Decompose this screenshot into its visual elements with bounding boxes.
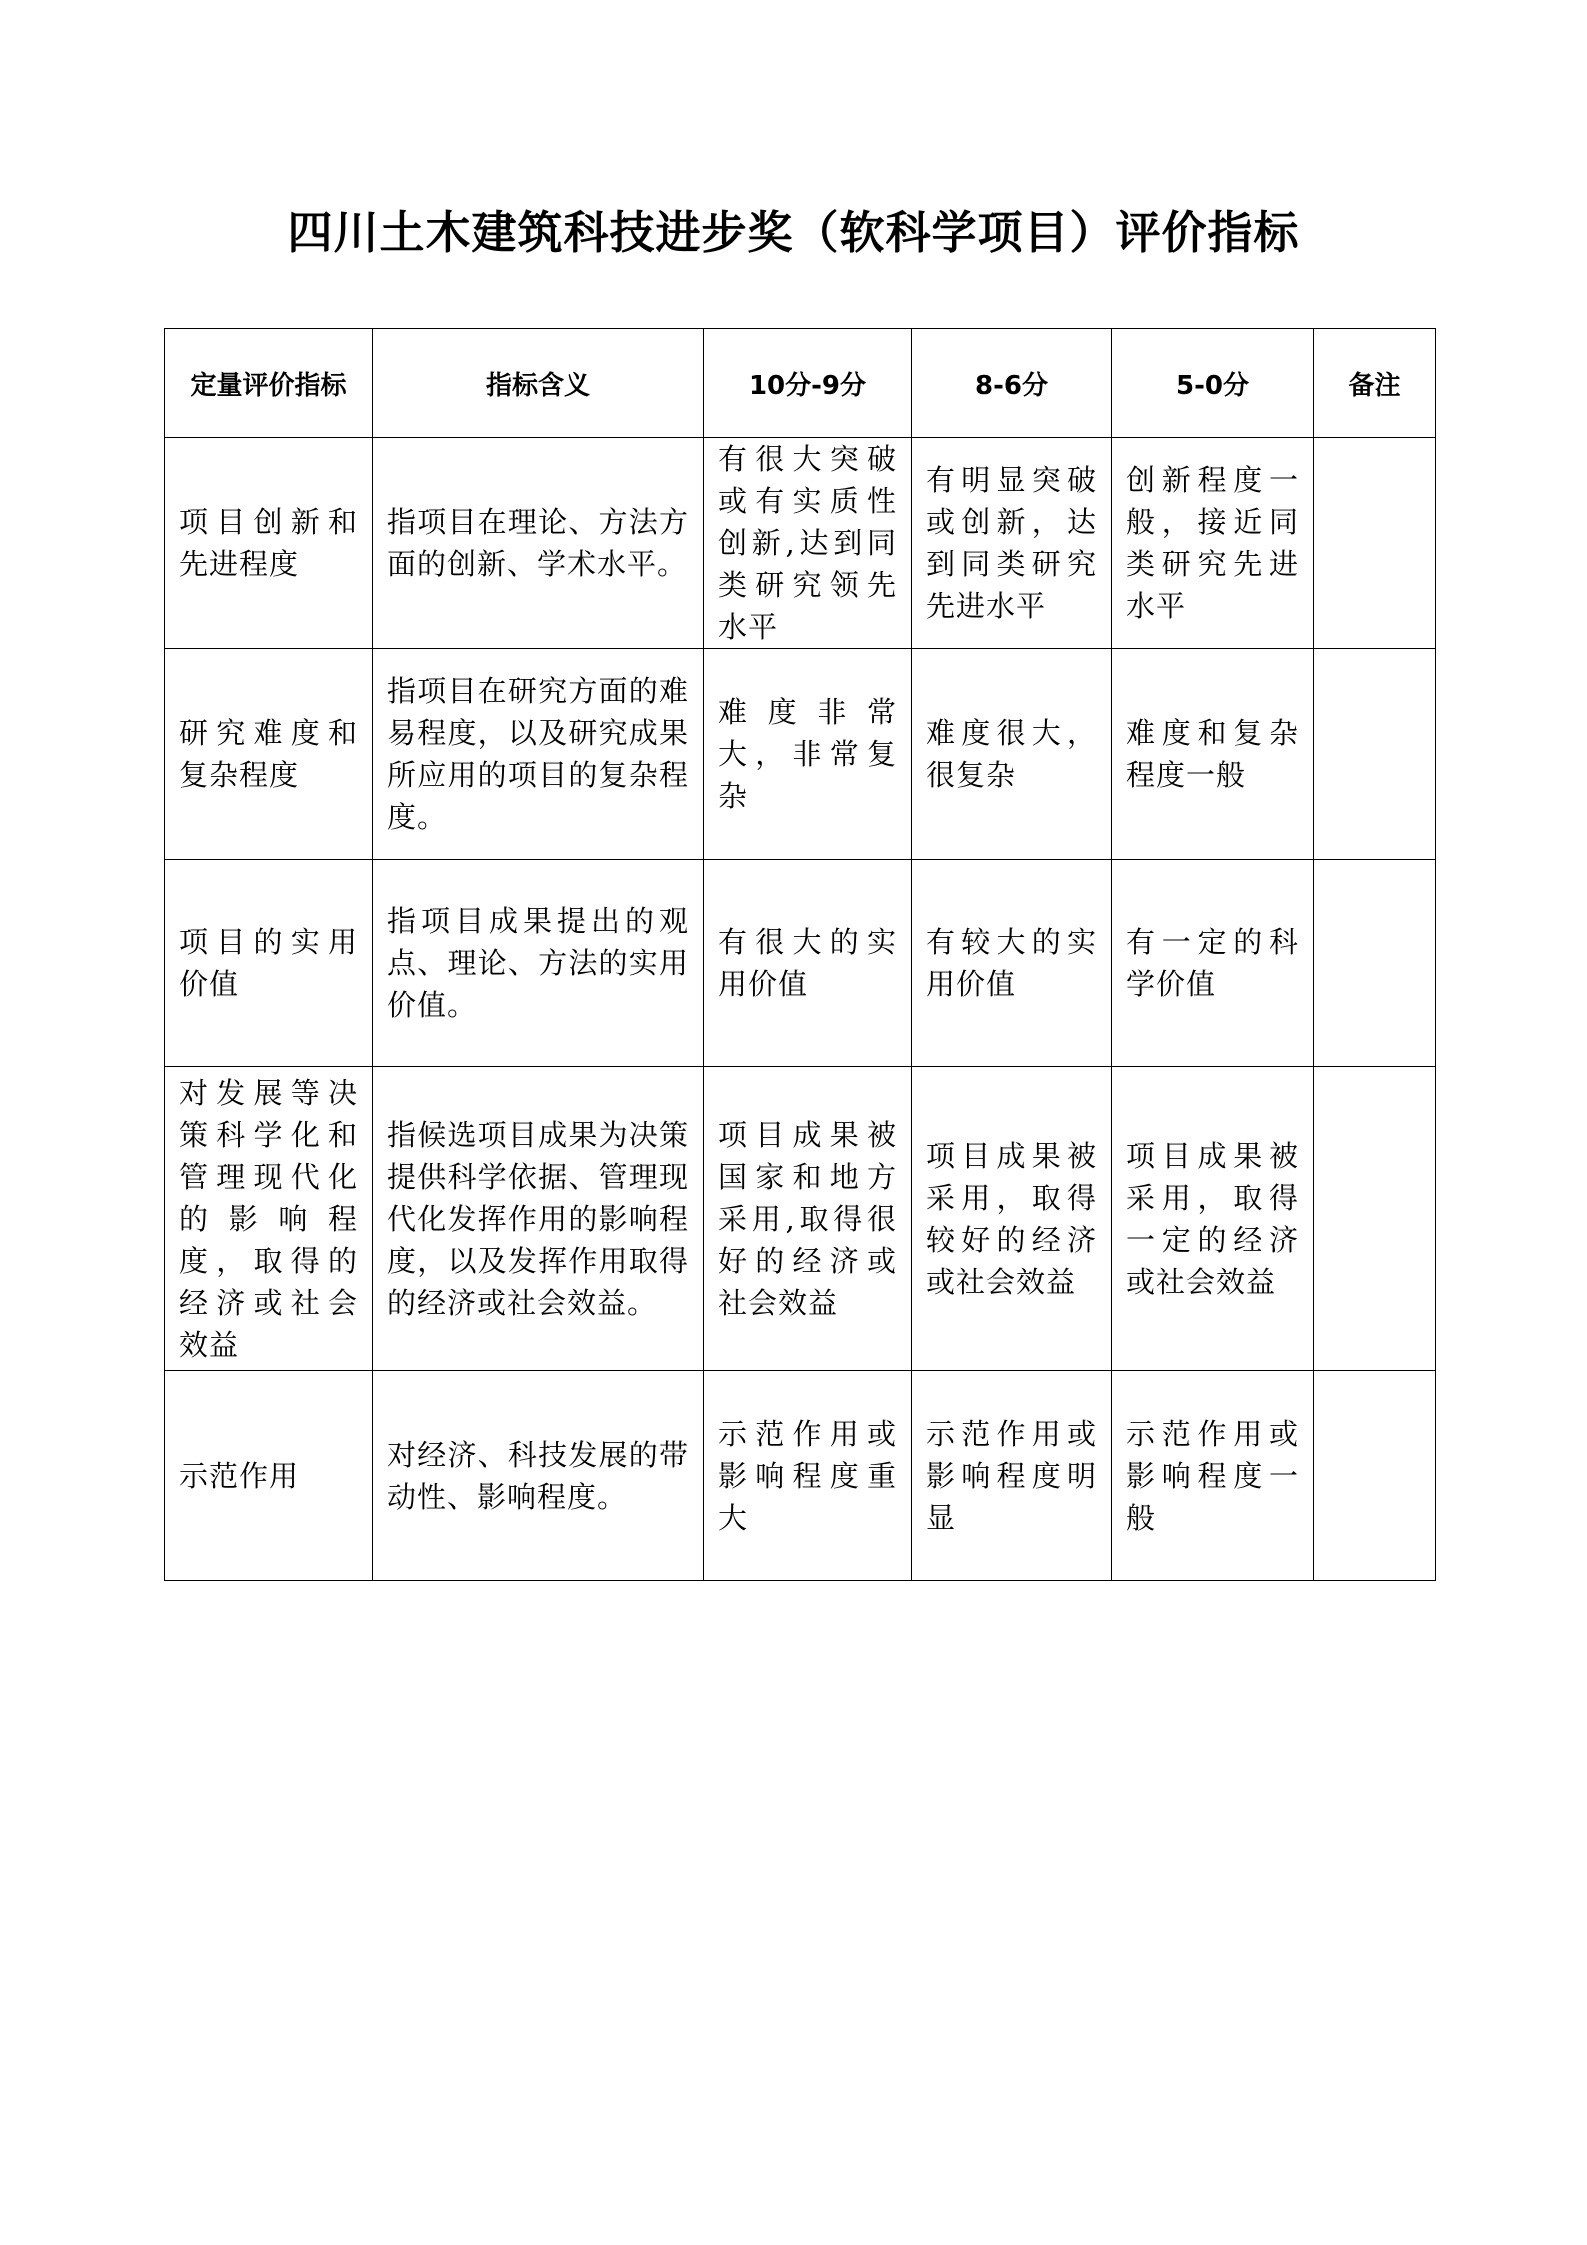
indicator-cell: 研究难度和复杂程度 xyxy=(165,649,373,860)
header-score-low: 5-0分 xyxy=(1112,329,1314,438)
indicator-cell: 项目的实用价值 xyxy=(165,860,373,1067)
score-low-cell: 有一定的科学价值 xyxy=(1112,860,1314,1067)
remark-cell xyxy=(1314,438,1436,649)
table-row xyxy=(165,649,1436,860)
table-row xyxy=(165,438,1436,649)
header-meaning: 指标含义 xyxy=(373,329,704,438)
table-header-row xyxy=(165,329,1436,438)
header-score-high: 10分-9分 xyxy=(704,329,912,438)
table-row xyxy=(165,1371,1436,1581)
header-remark: 备注 xyxy=(1314,329,1436,438)
score-low-cell: 项目成果被采用，取得一定的经济或社会效益 xyxy=(1112,1067,1314,1371)
meaning-cell: 指项目在理论、方法方面的创新、学术水平。 xyxy=(373,438,704,649)
header-score-mid: 8-6分 xyxy=(912,329,1112,438)
evaluation-table xyxy=(164,328,1436,1581)
score-mid-cell: 示范作用或影响程度明显 xyxy=(912,1371,1112,1581)
score-mid-cell: 项目成果被采用，取得较好的经济或社会效益 xyxy=(912,1067,1112,1371)
meaning-cell: 对经济、科技发展的带动性、影响程度。 xyxy=(373,1371,704,1581)
page-title: 四川土木建筑科技进步奖（软科学项目）评价指标 xyxy=(287,206,1300,259)
score-mid-cell: 有明显突破或创新，达到同类研究先进水平 xyxy=(912,438,1112,649)
header-indicator: 定量评价指标 xyxy=(165,329,373,438)
remark-cell xyxy=(1314,649,1436,860)
score-high-cell: 有很大的实用价值 xyxy=(704,860,912,1067)
meaning-cell: 指候选项目成果为决策提供科学依据、管理现代化发挥作用的影响程度，以及发挥作用取得的经济或社会效益。 xyxy=(373,1067,704,1371)
score-low-cell: 示范作用或影响程度一般 xyxy=(1112,1371,1314,1581)
score-high-cell: 示范作用或影响程度重大 xyxy=(704,1371,912,1581)
remark-cell xyxy=(1314,860,1436,1067)
table-row xyxy=(165,860,1436,1067)
remark-cell xyxy=(1314,1371,1436,1581)
score-low-cell: 难度和复杂程度一般 xyxy=(1112,649,1314,860)
score-low-cell: 创新程度一般，接近同类研究先进水平 xyxy=(1112,438,1314,649)
meaning-cell: 指项目成果提出的观点、理论、方法的实用价值。 xyxy=(373,860,704,1067)
remark-cell xyxy=(1314,1067,1436,1371)
score-high-cell: 有很大突破或有实质性创新,达到同类研究领先水平 xyxy=(704,438,912,649)
score-high-cell: 难度非常大，非常复杂 xyxy=(704,649,912,860)
indicator-cell: 示范作用 xyxy=(165,1371,373,1581)
indicator-cell: 对发展等决策科学化和管理现代化的影响程度，取得的经济或社会效益 xyxy=(165,1067,373,1371)
indicator-cell: 项目创新和先进程度 xyxy=(165,438,373,649)
score-mid-cell: 有较大的实用价值 xyxy=(912,860,1112,1067)
meaning-cell: 指项目在研究方面的难易程度，以及研究成果所应用的项目的复杂程度。 xyxy=(373,649,704,860)
score-high-cell: 项目成果被国家和地方采用,取得很好的经济或社会效益 xyxy=(704,1067,912,1371)
score-mid-cell: 难度很大，很复杂 xyxy=(912,649,1112,860)
table-row xyxy=(165,1067,1436,1371)
